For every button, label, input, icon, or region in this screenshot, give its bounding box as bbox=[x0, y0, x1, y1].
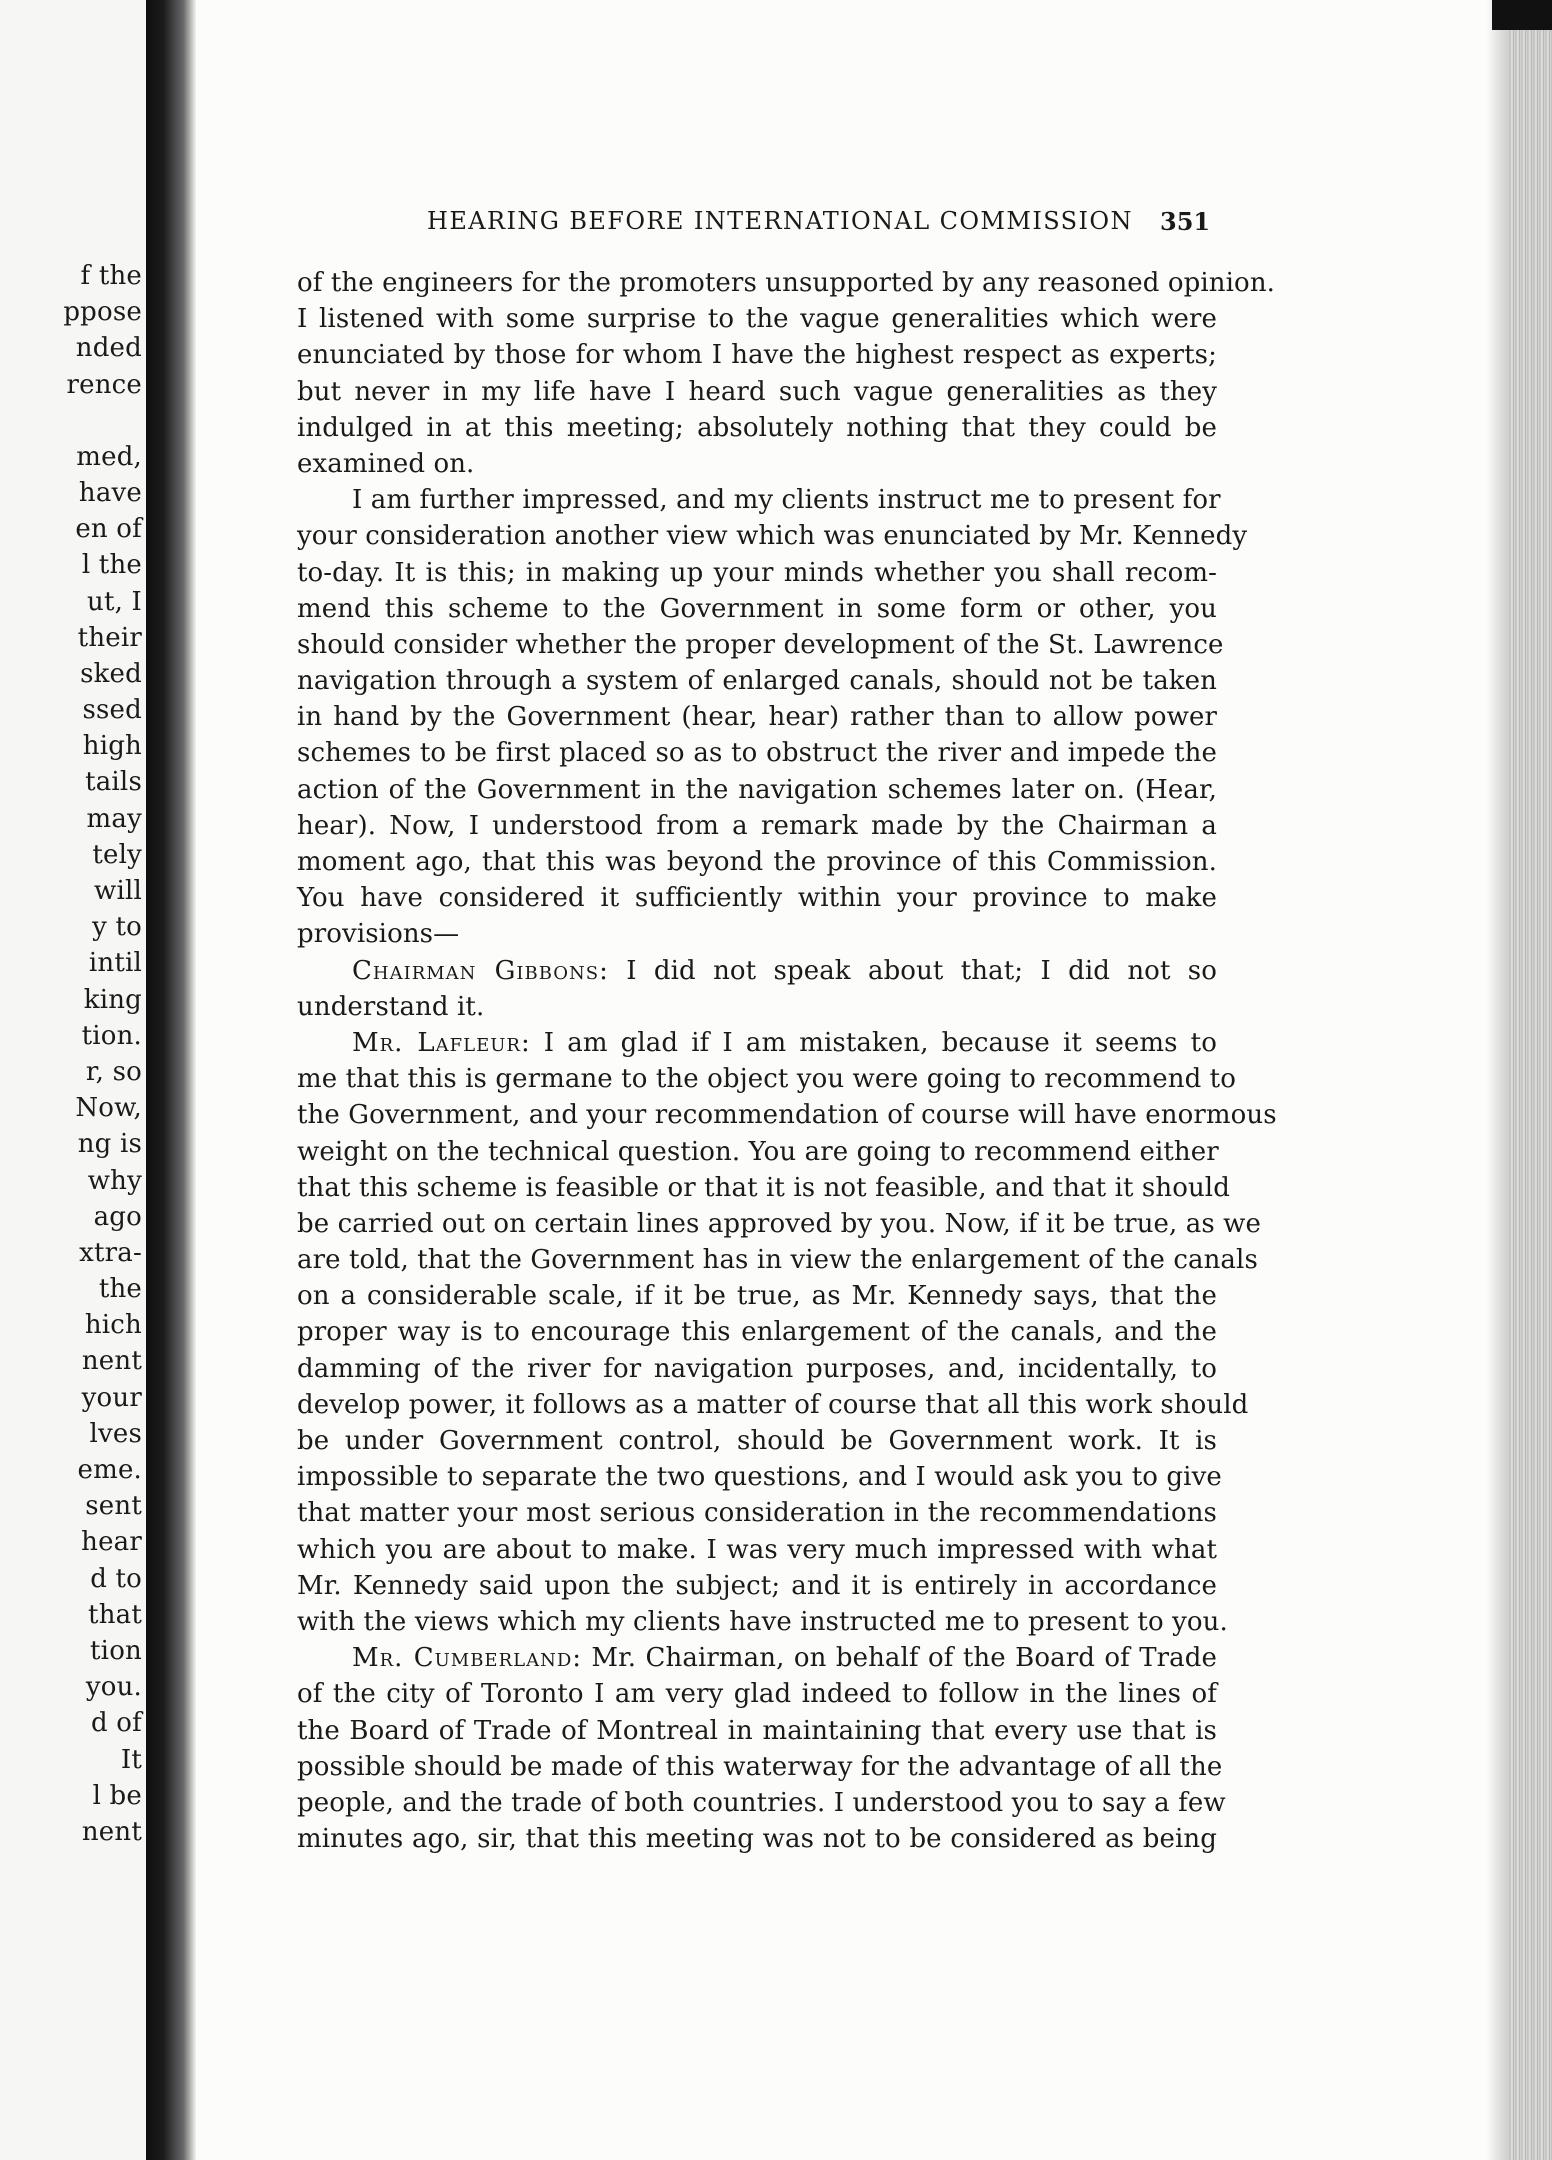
facing-page-line: your bbox=[81, 1382, 142, 1413]
speaker-name: Mr. Lafleur: bbox=[352, 1027, 531, 1058]
facing-page-line: y to bbox=[92, 912, 142, 943]
facing-page-line: have bbox=[78, 477, 142, 508]
scan-border bbox=[1492, 0, 1552, 30]
facing-page-lines bbox=[2, 258, 142, 1850]
text-line: mend this scheme to the Government in some form or other, you bbox=[297, 593, 1217, 624]
text-line: with the views which my clients have instructed me to present to you. bbox=[297, 1606, 1228, 1637]
facing-page-line: l the bbox=[81, 550, 142, 581]
facing-page-line: nded bbox=[75, 333, 142, 364]
text-line: are told, that the Government has in view the enlargement of the canals bbox=[297, 1245, 1258, 1276]
facing-page-fragment bbox=[0, 0, 146, 2160]
facing-page-line: ssed bbox=[82, 695, 142, 726]
running-head: HEARING BEFORE INTERNATIONAL COMMISSION bbox=[427, 207, 1133, 235]
text-line: to-day. It is this; in making up your minds whether you shall recom- bbox=[297, 557, 1217, 588]
speaker-paragraph bbox=[297, 1640, 1226, 1857]
facing-page-line: hear bbox=[81, 1527, 142, 1558]
text-line: me that this is germane to the object you were going to recommend to bbox=[297, 1064, 1236, 1095]
facing-page-line: that bbox=[88, 1599, 142, 1630]
facing-page-line: sent bbox=[85, 1491, 142, 1522]
facing-page-line: nent bbox=[81, 1816, 142, 1847]
text-line bbox=[297, 953, 1217, 989]
facing-page-line: d to bbox=[90, 1563, 142, 1594]
text-line: indulged in at this meeting; absolutely nothing that they could be bbox=[297, 412, 1217, 443]
facing-page-line: sked bbox=[80, 658, 142, 689]
facing-page-line: the bbox=[98, 1274, 142, 1305]
text-line: be carried out on certain lines approved by you. Now, if it be true, as we bbox=[297, 1208, 1262, 1239]
facing-page-line: tion bbox=[90, 1635, 142, 1666]
facing-page-line: high bbox=[82, 731, 142, 762]
text-line: be under Government control, should be Government work. It is bbox=[297, 1426, 1217, 1456]
text-line: possible should be made of this waterway for the advantage of all the bbox=[297, 1751, 1223, 1782]
facing-page-line: tails bbox=[85, 767, 142, 798]
text-line: damming of the river for navigation purposes, and, incidentally, to bbox=[297, 1353, 1217, 1384]
text-line: I listened with some surprise to the vague generalities which were bbox=[297, 304, 1217, 335]
text-line: but never in my life have I heard such vague generalities as they bbox=[297, 376, 1217, 407]
speech-text: I did not speak about that; I did not so bbox=[608, 955, 1217, 986]
facing-page-line: en of bbox=[75, 514, 142, 545]
text-line: on a considerable scale, if it be true, as Mr. Kennedy says, that the bbox=[297, 1281, 1217, 1312]
text-line: that matter your most serious consideration in the recommendations bbox=[297, 1498, 1217, 1529]
facing-page-line: med, bbox=[76, 441, 142, 472]
text-line: minutes ago, sir, that this meeting was not to be considered as being bbox=[297, 1824, 1217, 1855]
text-line: examined on. bbox=[297, 448, 475, 479]
speaker-paragraph bbox=[297, 1025, 1277, 1640]
text-line: which you are about to make. I was very much impressed with what bbox=[297, 1534, 1217, 1565]
facing-page-line: their bbox=[77, 622, 142, 653]
text-line: proper way is to encourage this enlargement of the canals, and the bbox=[297, 1317, 1217, 1348]
speaker-name: Mr. Cumberland: bbox=[352, 1643, 583, 1674]
facing-page-line: Now, bbox=[75, 1093, 142, 1124]
book-fore-edge bbox=[1508, 0, 1552, 2160]
facing-page-line: d of bbox=[91, 1708, 142, 1739]
paragraph bbox=[297, 482, 1248, 952]
facing-page-line: ut, I bbox=[87, 586, 142, 617]
facing-page-line: xtra- bbox=[79, 1237, 142, 1268]
text-line: people, and the trade of both countries. I understood you to say a few bbox=[297, 1787, 1226, 1818]
text-line: weight on the technical question. You are going to recommend either bbox=[297, 1136, 1219, 1167]
facing-page-line: intil bbox=[88, 948, 142, 979]
text-line: the Government, and your recommendation of course will have enormous bbox=[297, 1100, 1277, 1131]
facing-page-line: may bbox=[86, 803, 142, 834]
text-line: You have considered it sufficiently within your province to make bbox=[297, 883, 1217, 914]
facing-page-line: lves bbox=[89, 1418, 142, 1449]
facing-page-line: tion. bbox=[81, 1020, 142, 1051]
facing-page-line: why bbox=[87, 1165, 142, 1196]
text-line: that this scheme is feasible or that it is not feasible, and that it should bbox=[297, 1172, 1230, 1203]
facing-page-line: l be bbox=[92, 1780, 142, 1811]
text-line: enunciated by those for whom I have the highest respect as experts; bbox=[297, 340, 1217, 371]
facing-page-line: eme. bbox=[77, 1455, 142, 1485]
speech-text: Mr. Chairman, on behalf of the Board of Trade bbox=[582, 1643, 1217, 1674]
facing-page-line: ng is bbox=[77, 1129, 142, 1160]
facing-page-line: you. bbox=[85, 1672, 142, 1703]
text-line: your consideration another view which was enunciated by Mr. Kennedy bbox=[297, 521, 1248, 552]
facing-page-line: It bbox=[120, 1744, 142, 1775]
text-line: of the city of Toronto I am very glad indeed to follow in the lines of bbox=[297, 1679, 1217, 1710]
text-line: in hand by the Government (hear, hear) rather than to allow power bbox=[297, 702, 1217, 733]
speaker-paragraph bbox=[297, 953, 1217, 1025]
facing-page-line: rence bbox=[66, 369, 142, 400]
text-line: action of the Government in the navigation schemes later on. (Hear, bbox=[297, 774, 1217, 805]
speech-text: I am glad if I am mistaken, because it seems to bbox=[530, 1027, 1217, 1058]
facing-page-line: king bbox=[83, 984, 142, 1015]
facing-page-line: tely bbox=[92, 839, 142, 870]
text-line: Mr. Kennedy said upon the subject; and it is entirely in accordance bbox=[297, 1570, 1217, 1601]
text-line: develop power, it follows as a matter of course that all this work should bbox=[297, 1389, 1249, 1420]
text-line: should consider whether the proper development of the St. Lawrence bbox=[297, 629, 1224, 660]
text-line: provisions— bbox=[297, 919, 460, 950]
text-line bbox=[297, 1025, 1217, 1061]
book-gutter bbox=[146, 0, 196, 2160]
text-line: the Board of Trade of Montreal in maintaining that every use that is bbox=[297, 1715, 1217, 1746]
speaker-name: Chairman Gibbons: bbox=[352, 955, 609, 986]
text-line: understand it. bbox=[297, 991, 485, 1022]
text-line: of the engineers for the promoters unsupported by any reasoned opinion. bbox=[297, 268, 1276, 298]
text-line: I am further impressed, and my clients instruct me to present for bbox=[352, 485, 1221, 516]
facing-page-line: ago bbox=[93, 1201, 142, 1232]
page-number: 351 bbox=[1160, 207, 1211, 236]
facing-page-line: will bbox=[93, 876, 142, 906]
text-line: hear). Now, I understood from a remark made by the Chairman a bbox=[297, 810, 1217, 841]
text-line: navigation through a system of enlarged canals, should not be taken bbox=[297, 666, 1217, 697]
paragraph-continuation bbox=[297, 265, 1276, 482]
text-line: schemes to be first placed so as to obstruct the river and impede the bbox=[297, 738, 1217, 769]
facing-page-line: nent bbox=[81, 1346, 142, 1377]
page-body bbox=[297, 265, 1277, 1857]
page-edge-shadow bbox=[1486, 0, 1508, 2160]
facing-page-line: r, so bbox=[85, 1056, 142, 1087]
text-line: impossible to separate the two questions, and I would ask you to give bbox=[297, 1462, 1222, 1493]
facing-page-line: f the bbox=[80, 261, 142, 291]
text-line bbox=[297, 1640, 1217, 1676]
text-line: moment ago, that this was beyond the province of this Commission. bbox=[297, 847, 1217, 877]
facing-page-line: hich bbox=[84, 1310, 142, 1341]
facing-page-line: ppose bbox=[63, 297, 142, 328]
